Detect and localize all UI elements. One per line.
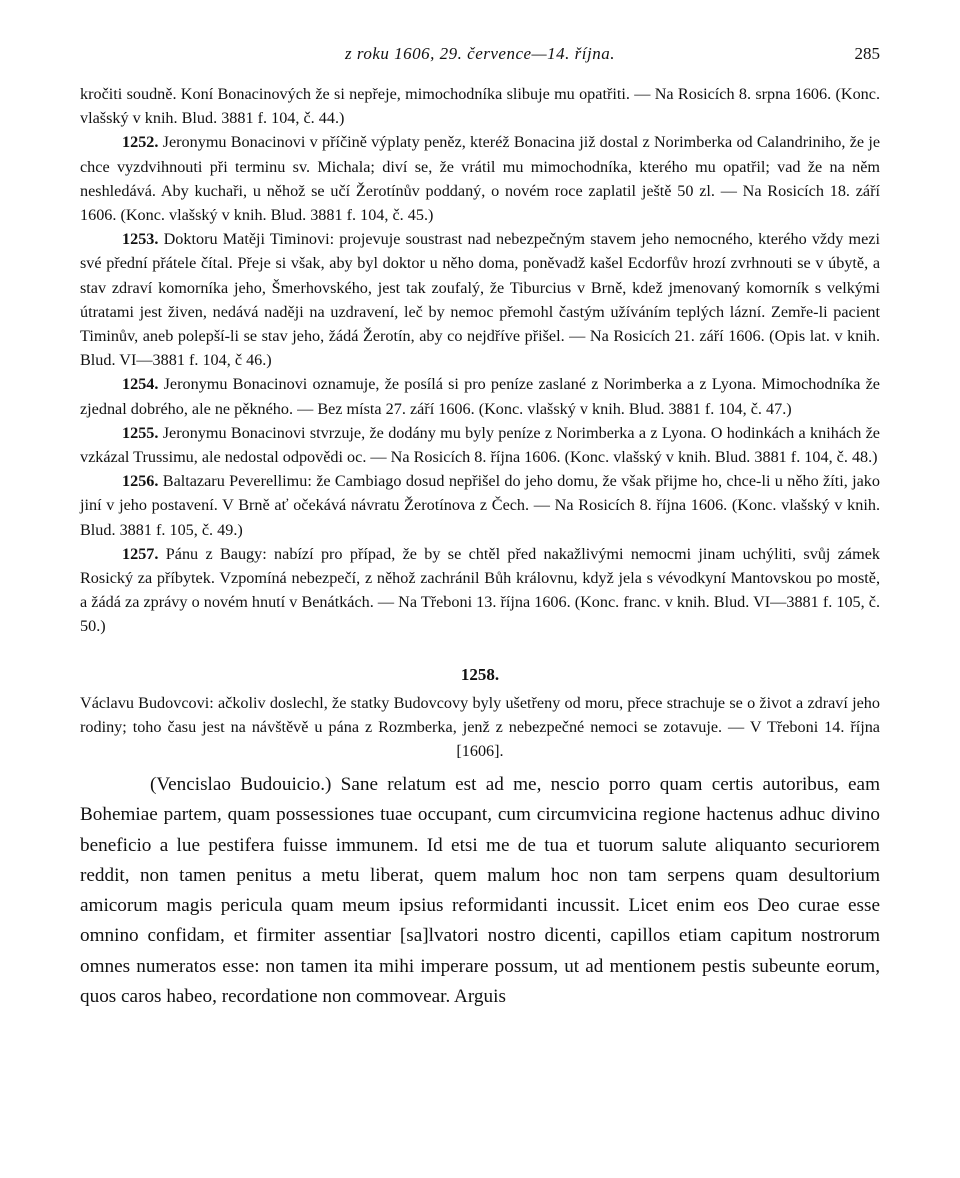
entry-text: kročiti soudně. Koní Bonacinových že si nepřeje, mimochodníka slibuje mu opatřiti. — Na Rosicích 8. srpna 1606. (Konc. vlašský v knih. Blud. 3881 f. 104, č. 44.) — [80, 85, 880, 128]
letter-summary: Václavu Budovcovi: ačkoliv doslechl, že statky Budovcovy byly ušetřeny od moru, přece strachuje se o život a zdraví jeho rodiny; toho času jest na návštěvě u pána z Rozmberka, jenž z nebezpečné nemoci se zotavuje. — V Třeboni 14. října [1606]. — [80, 693, 880, 761]
entry-text: Jeronymu Bonacinovi oznamuje, že posílá si pro peníze zaslané z Norimberka a z Lyona. Mimochodníka že zjednal dobrého, ale ne pěkného. — Bez místa 27. září 1606. (Konc. vlašský v knih. Blud. 3881 f. 104, č. 47.) — [80, 375, 880, 418]
entry-number: 1255. — [122, 423, 159, 442]
entry-1253 — [80, 227, 880, 372]
entry-1254 — [80, 372, 880, 420]
entry-text: Baltazaru Peverellimu: že Cambiago dosud nepřišel do jeho domu, že však přijme ho, chce-li u něho žíti, jako jiní v jeho postavení. V Brně ať očekává návratu Žerotínova z Čech. — Na Rosicích 8. října 1606. (Konc. vlašský v knih. Blud. 3881 f. 105, č. 49.) — [80, 472, 880, 539]
entry-continuation — [80, 82, 880, 130]
entry-number: 1254. — [122, 375, 159, 394]
entry-number: 1252. — [122, 133, 159, 152]
running-header — [80, 40, 880, 74]
entry-number: 1257. — [122, 544, 159, 563]
entry-text: Doktoru Matěji Timinovi: projevuje soustrast nad nebezpečným stavem jeho nemocného, kterého vždy mezi své přední přátele čítal. Přeje si však, aby byl doktor u něho doma, poněvadž kašel Ecdorfův hrozí zvrhnouti se v úbytě, a stav zdraví komorníka jeho, Šmerhovského, jest tak zoufalý, že Tiburcius v Brně, kdež jmenovaný komorník s velkými útratami jest živen, nedává naději na uzdravení, leč by nemoc přemohl častým užíváním teplých lázní. Zemře-li pacient Timinův, aneb polepší-li se stav jeho, žádá Žerotín, aby co nejdříve přišel. — Na Rosicích 21. září 1606. (Opis lat. v knih. Blud. VI—3881 f. 104, č 46.) — [80, 230, 880, 370]
entry-text: Jeronymu Bonacinovi v příčině výplaty peněz, kteréž Bonacina již dostal z Norimberka od Calandriniho, že je chce vyzdvihnouti při terminu sv. Michala; diví se, že vrátil mu mimochodníka, kterého mu opatřil; vad že na něm neshledává. Aby kuchaři, u něhož se učí Žerotínův poddaný, o novém roce zaplatil ještě 50 zl. — Na Rosicích 18. září 1606. (Konc. vlašský v knih. Blud. 3881 f. 104, č. 45.) — [80, 133, 880, 225]
entry-number: 1256. — [122, 472, 159, 491]
entry-1257 — [80, 542, 880, 639]
entry-1252 — [80, 130, 880, 227]
entry-text: Jeronymu Bonacinovi stvrzuje, že dodány mu byly peníze z Norimberka a z Lyona. O hodinkách a knihách že vzkázal Trussimu, ale nedostal odpovědi oc. — Na Rosicích 8. října 1606. (Konc. vlašský v knih. Blud. 3881 f. 104, č. 48.) — [80, 423, 880, 467]
running-title: z roku 1606, 29. července—14. října. — [345, 44, 615, 63]
page-number: 285 — [854, 44, 880, 63]
entry-1255 — [80, 421, 880, 469]
entry-1256 — [80, 469, 880, 542]
letter-number-heading: 1258. — [460, 664, 500, 684]
document-page — [80, 40, 880, 1012]
entry-number: 1253. — [122, 230, 159, 249]
letter-latin-text: (Vencislao Budouicio.) Sane relatum est ad me, nescio porro quam certis autoribus, eam Bohemiae partem, quam possessiones tuae occupant, cum circumvicina regione hactenus adhuc divino beneficio a lue pestifera fuisse immunem. Id etsi me de tua et tuorum salute aliquanto securiorem reddit, non tamen penitus a metu liberat, quem malum hoc non tam serpens quam desultorium amicorum magis pericula quam meum ipsius reformidanti incussit. Licet enim eos Deo curae esse omnino confidam, et firmiter assentiar [sa]lvatori nostro dicenti, capillos etiam capitum nostrorum omnes numeratos esse: non tamen ita mihi imperare possum, ut ad mentionem pestis subeunte eorum, quos caros habeo, recordatione non commovear. Arguis — [80, 774, 880, 1007]
entry-text: Pánu z Baugy: nabízí pro případ, že by se chtěl před nakažlivými nemocmi jinam uchýliti, svůj zámek Rosický za příbytek. Vzpomíná nebezpečí, z něhož zachránil Bůh královnu, když jela s vévodkyní Mantovskou po mostě, a žádá za zprávy o novém hnutí v Benátkách. — Na Třeboni 13. října 1606. (Konc. franc. v knih. Blud. VI—3881 f. 105, č. 50.) — [80, 544, 880, 636]
